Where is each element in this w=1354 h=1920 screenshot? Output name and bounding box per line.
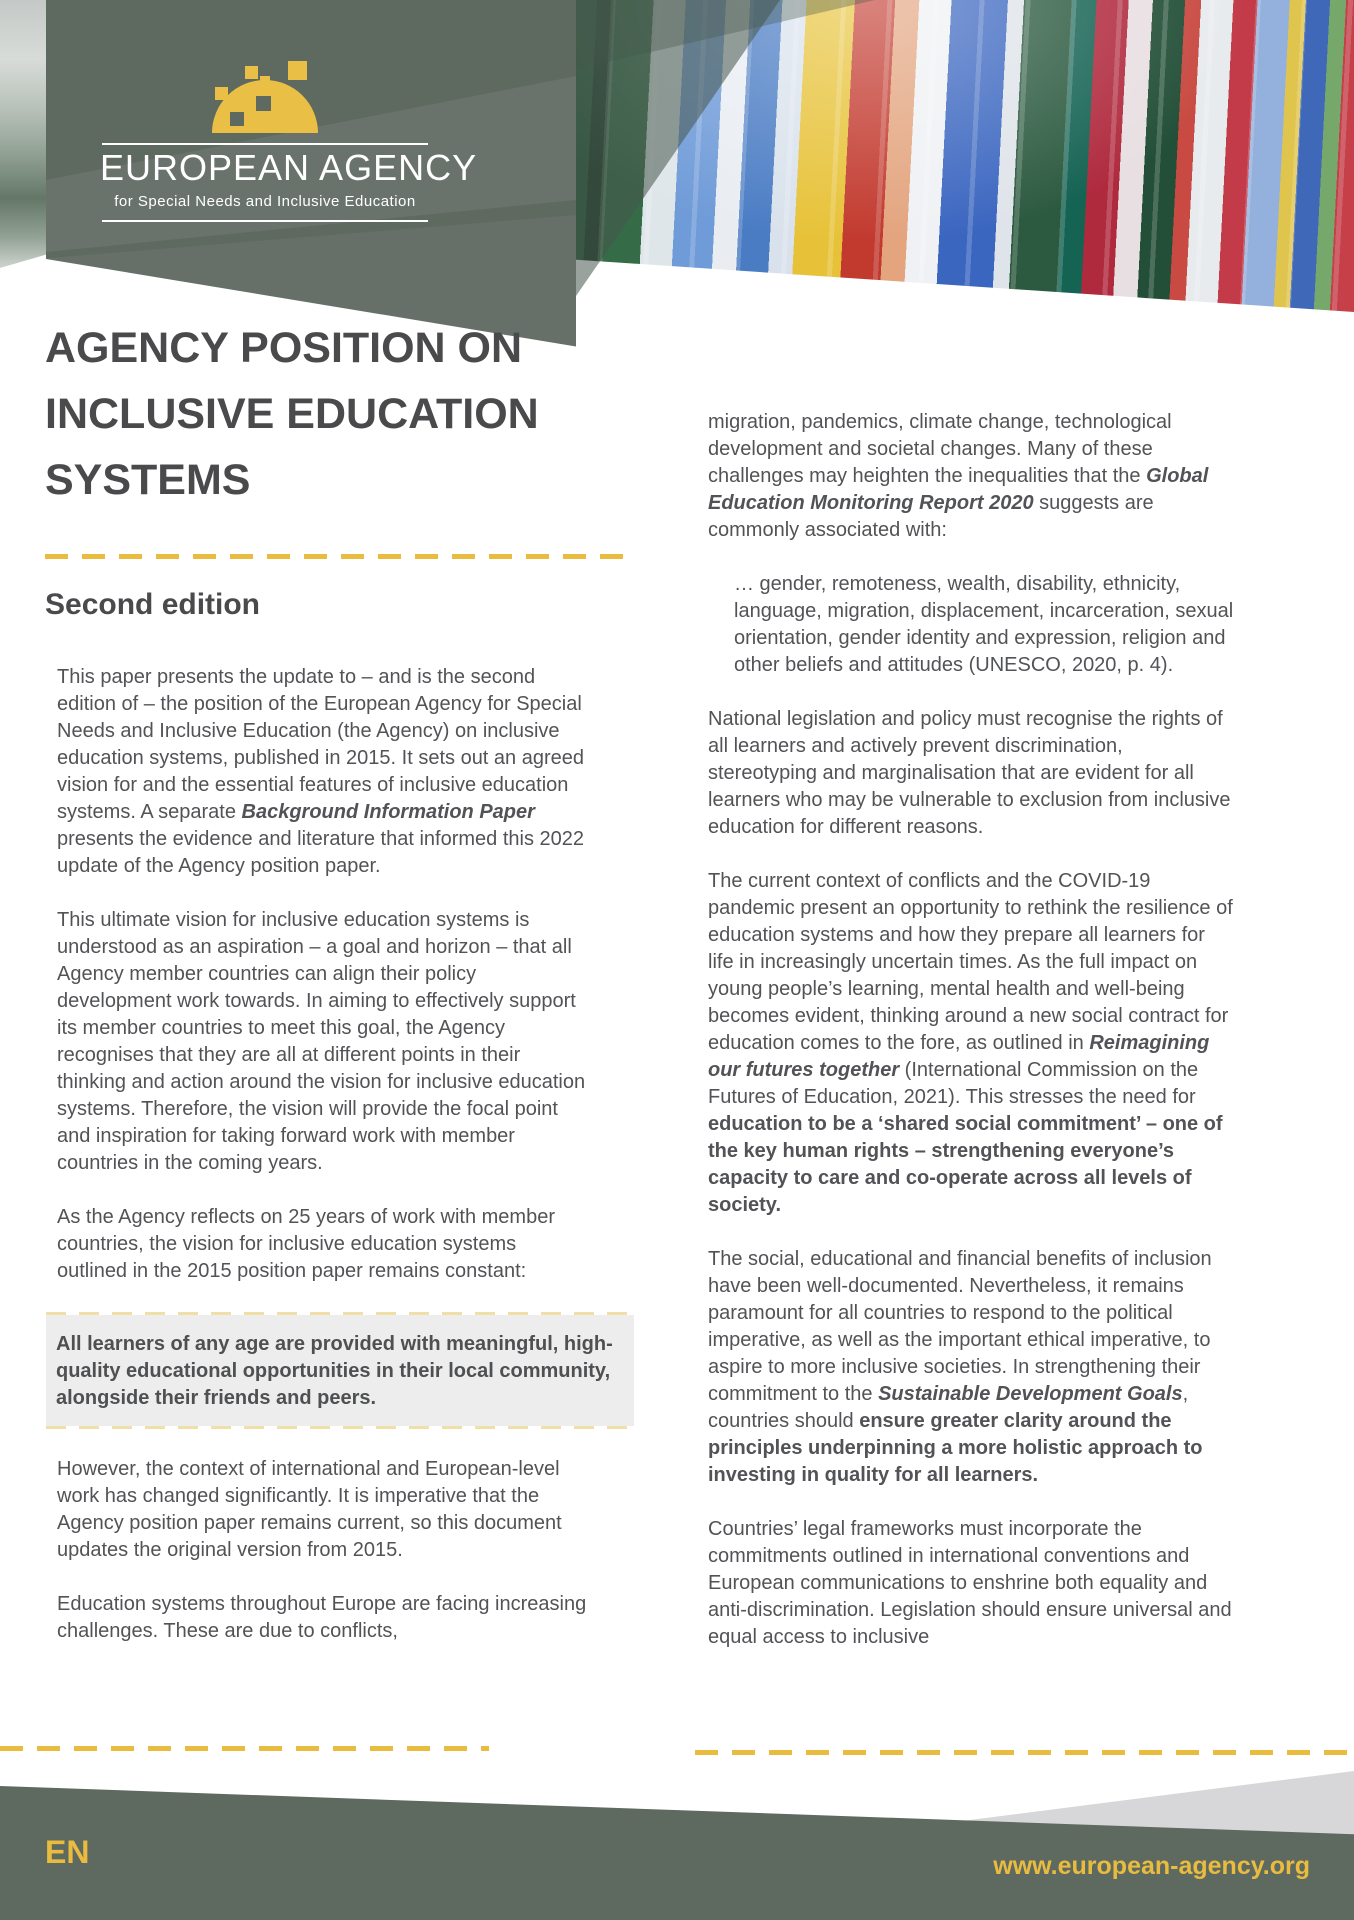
body-paragraph [57, 664, 588, 880]
text-segment: Countries’ legal frameworks must incorporate the commitments outlined in international conventions and European communications to enshrine both equality and anti-discrimination. Legislation should ensure universal and equal access to inclusive [708, 1518, 1232, 1648]
page-title-line: AGENCY POSITION ON [45, 324, 523, 372]
text-segment: Sustainable Development Goals [878, 1383, 1183, 1405]
text-segment: … gender, remoteness, wealth, disability, ethnicity, language, migration, displacement, incarceration, sexual orientation, gender identity and expression, religion and other beliefs and attitudes (UNESCO, 2020, p. 4). [734, 573, 1234, 676]
page-title-line: SYSTEMS [45, 456, 251, 504]
vision-highlight-box [46, 1312, 634, 1429]
body-paragraph [708, 706, 1236, 841]
text-segment: All learners of any age are provided with meaningful, high-quality educational opportunities in their local community, alongside their friends and peers. [56, 1333, 613, 1409]
sun-pixel-cut-icon [256, 96, 271, 111]
text-segment: , countries should [708, 1383, 1189, 1432]
footer-dashed-divider-left [0, 1746, 489, 1751]
text-segment: (International Commission on the Futures of Education, 2021). This stresses the need for [708, 1059, 1199, 1108]
body-paragraph [57, 1591, 588, 1645]
body-paragraph [57, 907, 588, 1177]
text-segment: migration, pandemics, climate change, technological development and societal changes. Many of these challenges may heighten the inequalities that the [708, 411, 1172, 487]
body-paragraph [708, 409, 1236, 544]
text-segment: National legislation and policy must recognise the rights of all learners and actively prevent discrimination, stereotyping and marginalisation that are evident for all learners who may be vulnerable to exclusion from inclusive education for different reasons. [708, 708, 1231, 838]
page-title-line: INCLUSIVE EDUCATION [45, 390, 539, 438]
website-link[interactable]: www.european-agency.org [993, 1852, 1310, 1880]
body-paragraph [708, 868, 1236, 1219]
logo-rule-top [102, 143, 428, 145]
logo-subtitle: for Special Needs and Inclusive Education [114, 193, 416, 210]
body-paragraph [708, 1516, 1236, 1651]
text-segment: suggests are commonly associated with: [708, 492, 1154, 541]
text-segment: Reimagining our futures together [708, 1032, 1210, 1081]
sun-pixel-cut-icon [230, 112, 244, 126]
language-badge: EN [45, 1834, 90, 1870]
text-segment: The current context of conflicts and the COVID-19 pandemic present an opportunity to rethink the resilience of education systems and how they prepare all learners for life in increasingly uncertain times. As the full impact on young people’s learning, mental health and well-being becomes evident, thinking around a new social contract for education comes to the fore, as outlined in [708, 870, 1233, 1054]
sun-pixel-icon [288, 61, 307, 80]
footer-dashed-divider-right [695, 1750, 1354, 1755]
right-column [708, 409, 1236, 1678]
text-segment: ensure greater clarity around the principles underpinning a more holistic approach to investing in quality for all learners. [708, 1410, 1203, 1486]
agency-logo [100, 0, 478, 230]
left-edge-photo [0, 0, 46, 268]
text-segment: Global Education Monitoring Report 2020 [708, 465, 1209, 514]
text-segment: This ultimate vision for inclusive education systems is understood as an aspiration – a goal and horizon – that all Agency member countries can align their policy development work towards. In aiming to effectively support its member countries to meet this goal, the Agency recognises that they are all at different points in their thinking and action around the vision for inclusive education systems. Therefore, the vision will provide the focal point and inspiration for taking forward work with member countries in the coming years. [57, 909, 586, 1174]
left-column [56, 664, 613, 1672]
sun-pixel-icon [245, 66, 258, 79]
text-segment: As the Agency reflects on 25 years of work with member countries, the vision for inclusive education systems outlined in the 2015 position paper remains constant: [57, 1206, 555, 1282]
logo-rule-bottom [102, 220, 428, 222]
body-paragraph [57, 1456, 588, 1564]
text-segment: education to be a ‘shared social commitment’ – one of the key human rights – strengthening everyone’s capacity to care and co-operate across all levels of society. [708, 1113, 1223, 1216]
logo-title: EUROPEAN AGENCY [100, 147, 478, 188]
text-segment: presents the evidence and literature that informed this 2022 update of the Agency position paper. [57, 828, 584, 877]
edition-heading: Second edition [45, 588, 261, 621]
block-quote [708, 571, 1236, 679]
text-segment: The social, educational and financial benefits of inclusion have been well-documented. Nevertheless, it remains paramount for all countries to respond to the political imperative, as well as the important ethical imperative, to aspire to more inclusive societies. In strengthening their commitment to the [708, 1248, 1212, 1405]
text-segment: This paper presents the update to – and is the second edition of – the position of the European Agency for Special Needs and Inclusive Education (the Agency) on inclusive education systems, published in 2015. It sets out an agreed vision for and the essential features of inclusive education systems. A separate [57, 666, 585, 823]
text-segment: Education systems throughout Europe are facing increasing challenges. These are due to conflicts, [57, 1593, 587, 1642]
text-segment: Background Information Paper [241, 801, 535, 823]
title-dashed-divider [45, 554, 634, 559]
text-segment: However, the context of international and European-level work has changed significantly. It is imperative that the Agency position paper remains current, so this document updates the original version from 2015. [57, 1458, 562, 1561]
body-paragraph [708, 1246, 1236, 1489]
body-paragraph [57, 1204, 588, 1285]
page-title [45, 315, 545, 513]
